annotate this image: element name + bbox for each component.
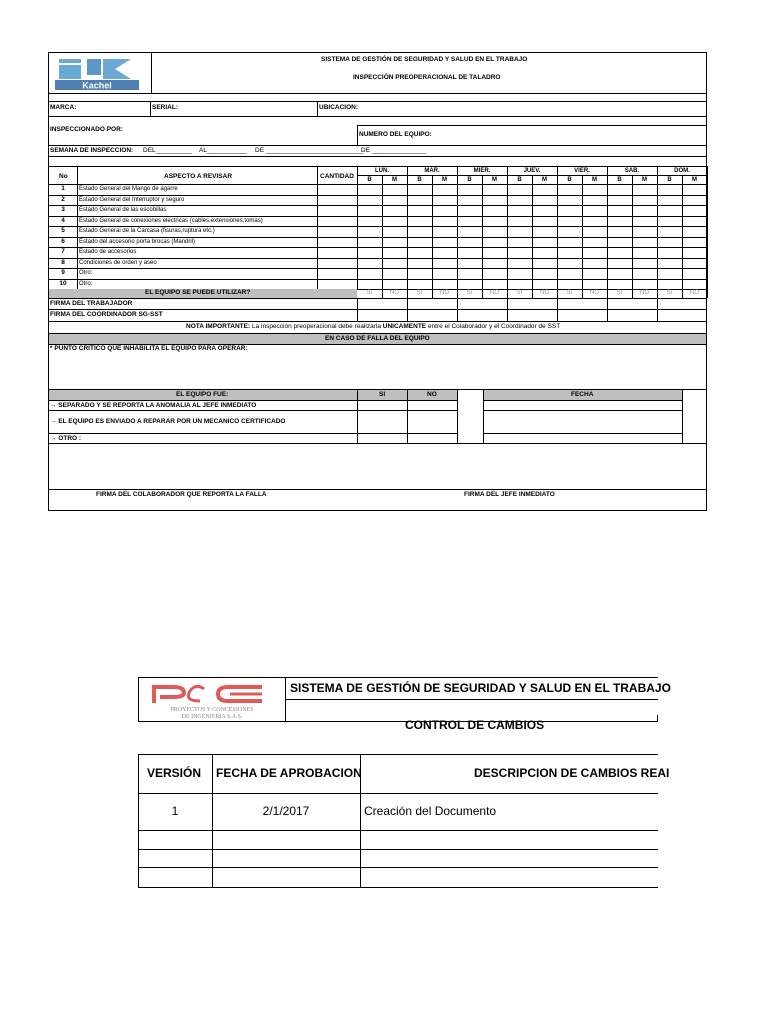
si-cell-5[interactable]: SI [616, 290, 623, 296]
item-text-10: Otro: [79, 280, 93, 287]
item-text-6: Estado del accesorio porta brocas (Mandril) [79, 238, 196, 245]
bm-divider [632, 175, 633, 289]
semana-de-1[interactable]: DE ___________________________ [255, 147, 364, 154]
item-row-line [49, 205, 706, 206]
item-no-2: 2 [61, 195, 65, 203]
inspeccionado-label: INSPECCIONADO POR: [50, 126, 123, 133]
col-fecha-header: FECHA DE APROBACION [216, 766, 362, 780]
b-header-1: B [417, 177, 422, 183]
marca-label: MARCA: [50, 104, 77, 111]
no-cell-2[interactable]: NO [490, 290, 499, 296]
bm-divider [582, 175, 583, 289]
firma-jefe-label: FIRMA DEL JEFE INMEDIATO [464, 491, 555, 498]
day-header-0: LUN. [375, 168, 389, 174]
col-cantidad-header: CANTIDAD [320, 173, 354, 180]
col-version-header: VERSIÓN [147, 766, 202, 780]
item-no-9: 9 [61, 269, 65, 276]
b-header-4: B [567, 177, 572, 183]
no-cell-5[interactable]: NO [640, 290, 649, 296]
nota-text-1: La inspección preoperacional debe realizarla [251, 323, 381, 330]
item-row-line [49, 268, 706, 269]
opt-reparar: → EL EQUIPO ES ENVIADO A REPARAR POR UN MECANICO CERTIFICADO [50, 418, 286, 425]
equipo-fue-label: EL EQUIPO FUE: [176, 391, 229, 398]
m-header-3: M [542, 177, 547, 183]
opt2-si-box[interactable] [358, 411, 406, 432]
col-aspecto-header: ASPECTO A REVISAR [164, 173, 233, 180]
fecha-header: FECHA [571, 391, 594, 398]
day-header-4: VIER. [574, 168, 590, 174]
item-text-7: Estado de accesorios [79, 249, 137, 255]
day-header-5: SAB. [624, 168, 640, 174]
pyc-logo-line1: PROYECTOS Y CONCESIONES [170, 707, 254, 713]
si-no-divider [432, 289, 433, 298]
day-divider [707, 166, 708, 298]
item-row-line [49, 195, 706, 196]
day-header-1: MAR. [424, 168, 440, 174]
si-no-divider [382, 289, 383, 298]
semana-al[interactable]: AL___________ [199, 147, 247, 154]
day-header-3: JUEV. [523, 168, 541, 174]
day-header-2: MIER. [473, 168, 491, 174]
punto-critico-field[interactable] [50, 355, 704, 387]
pyc-logo [144, 683, 280, 719]
ubicacion-field[interactable] [363, 102, 703, 115]
control-subtitle: CONTROL DE CAMBIOS [405, 718, 545, 732]
nota-label: NOTA IMPORTANTE: [186, 323, 251, 330]
nota-text-2: entre el Colaborador y el Coordinador de SST [427, 323, 561, 330]
item-text-2: Estado General del Interruptor y seguro [79, 196, 185, 203]
inspection-form [48, 52, 707, 511]
si-header: SI [379, 391, 386, 398]
item-text-4: Estado General de conexiones electricas (cables,extensiones,tomas) [79, 217, 263, 224]
si-no-divider [482, 289, 483, 298]
item-row-line [49, 247, 706, 248]
ubicacion-label: UBICACION: [319, 104, 358, 111]
logo-text: Kachel [82, 80, 112, 91]
no-header: NO [427, 391, 437, 398]
item-row-line [49, 226, 706, 227]
serial-label: SERIAL: [152, 104, 178, 111]
item-row-line [49, 258, 706, 259]
no-cell-6[interactable]: NO [690, 290, 699, 296]
bm-divider [382, 175, 383, 289]
form-subtitle: INSPECCIÓN PREOPERACIONAL DE TALADRO [353, 74, 501, 81]
no-cell-0[interactable]: NO [390, 290, 399, 296]
item-text-8: Condiciones de orden y aseo [79, 259, 157, 266]
bm-divider [682, 175, 683, 289]
firma-coordinador-label: FIRMA DEL COORDINADOR SG-SST [50, 311, 163, 318]
b-header-3: B [517, 177, 522, 183]
si-cell-0[interactable]: SI [366, 290, 373, 296]
item-text-3: Estado General de las escobillas [79, 207, 167, 213]
si-no-divider [532, 289, 533, 298]
firma-trabajador-label: FIRMA DEL TRABAJADOR [50, 300, 133, 307]
day-header-6: DOM. [674, 168, 690, 174]
b-header-0: B [367, 177, 372, 183]
b-header-2: B [467, 177, 472, 183]
m-header-2: M [492, 177, 497, 183]
item-no-10: 10 [59, 279, 67, 287]
si-cell-2[interactable]: SI [466, 290, 473, 296]
control-cambios-form [138, 677, 671, 888]
item-no-3: 3 [61, 206, 65, 213]
semana-de-2[interactable]: DE _______________ [361, 147, 427, 154]
row-desc: Creación del Documento [364, 804, 497, 818]
item-no-7: 7 [61, 248, 65, 255]
no-cell-4[interactable]: NO [590, 290, 599, 296]
item-text-5: Estado General de la Carcasa (fisuras,ruptura etc.) [79, 228, 215, 234]
si-no-divider [582, 289, 583, 298]
semana-label: SEMANA DE INSPECCION: [50, 147, 134, 154]
inspeccionado-field[interactable] [125, 119, 353, 143]
nota-importante [186, 324, 560, 331]
si-cell-3[interactable]: SI [516, 290, 523, 296]
opt2-no-box[interactable] [408, 411, 456, 432]
opt-otro: → OTRO : [50, 435, 82, 442]
m-header-5: M [642, 177, 647, 183]
m-header-6: M [692, 177, 697, 183]
bm-divider [432, 175, 433, 289]
b-header-6: B [667, 177, 672, 183]
si-cell-6[interactable]: SI [666, 290, 673, 296]
no-cell-3[interactable]: NO [540, 290, 549, 296]
kachel-logo [53, 55, 149, 91]
item-no-1: 1 [61, 185, 65, 192]
item-no-6: 6 [61, 237, 65, 245]
item-no-5: 5 [61, 227, 65, 234]
item-text-1: Estado General del Mango de agarre [79, 186, 178, 192]
item-no-4: 4 [61, 216, 65, 224]
m-header-1: M [442, 177, 447, 183]
form-title: SISTEMA DE GESTIÓN DE SEGURIDAD Y SALUD EN EL TRABAJO [321, 56, 528, 63]
opt1-si-box[interactable] [358, 401, 406, 409]
punto-critico-label: * PUNTO CRITICO QUE INHABILITA EL EQUIPO PARA OPERAR: [50, 345, 248, 352]
pyc-logo-line2: DE INGENIERIA S.A.S. [181, 714, 243, 720]
item-row-line [49, 237, 706, 238]
m-header-0: M [392, 177, 397, 183]
si-no-divider [632, 289, 633, 298]
item-text-9: Otro: [79, 270, 93, 276]
m-header-4: M [592, 177, 597, 183]
firma-colaborador-label: FIRMA DEL COLABORADOR QUE REPORTA LA FALLA [96, 491, 267, 498]
numero-equipo-field[interactable] [435, 127, 703, 143]
bm-divider [532, 175, 533, 289]
row-version: 1 [171, 804, 179, 818]
no-cell-1[interactable]: NO [440, 290, 449, 296]
opt1-no-box[interactable] [408, 401, 456, 409]
col-no-header: No [59, 173, 68, 180]
numero-equipo-label: NUMERO DEL EQUIPO: [359, 131, 432, 138]
item-row-line [49, 216, 706, 217]
si-cell-1[interactable]: SI [416, 290, 423, 296]
nota-bold: UNICAMENTE [382, 323, 427, 330]
b-header-5: B [617, 177, 622, 183]
si-no-divider [682, 289, 683, 298]
bm-divider [482, 175, 483, 289]
opt-separado: → SEPARADO Y SE REPORTA LA ANOMALIA AL JEFE INMEDIATO [50, 402, 257, 409]
item-no-8: 8 [61, 258, 65, 266]
item-row-line [49, 279, 706, 280]
puede-utilizar-label: EL EQUIPO SE PUEDE UTILIZAR? [145, 289, 251, 296]
marca-field[interactable] [79, 102, 149, 115]
control-title: SISTEMA DE GESTIÓN DE SEGURIDAD Y SALUD EN EL TRABAJO [290, 681, 671, 695]
falla-header: EN CASO DE FALLA DEL EQUIPO [325, 335, 430, 342]
col-desc-header: DESCRIPCION DE CAMBIOS REAI [474, 766, 670, 780]
row-fecha: 2/1/2017 [262, 804, 310, 818]
si-cell-4[interactable]: SI [566, 290, 573, 296]
serial-field[interactable] [181, 102, 315, 115]
semana-del[interactable]: DEL__________ [143, 147, 192, 154]
